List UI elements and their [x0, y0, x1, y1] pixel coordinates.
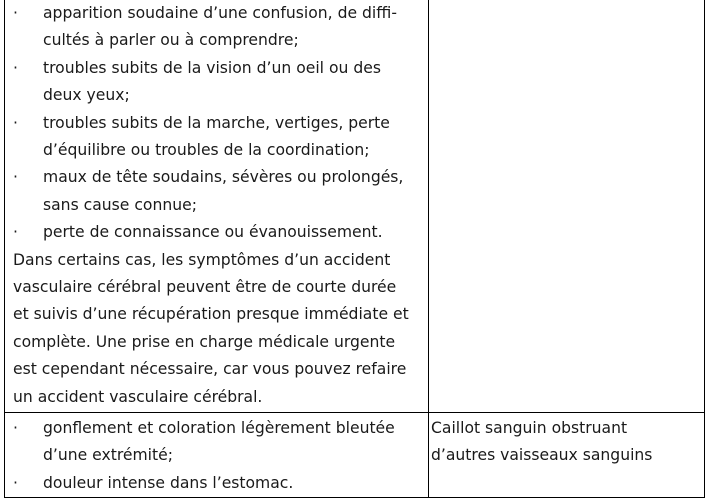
list-item-line: deux yeux;	[43, 86, 130, 105]
list-item-line: sans cause connue;	[43, 195, 197, 214]
cause-cell	[429, 0, 705, 413]
table-row	[5, 413, 705, 498]
list-item-line: troubles subits de la marche, vertiges, perte	[43, 113, 390, 132]
paragraph-line: Dans certains cas, les symptômes d’un accident	[13, 250, 391, 269]
list-item-line: douleur intense dans l’estomac.	[43, 473, 294, 492]
cause-line: d’autres vaisseaux sanguins	[431, 446, 653, 465]
list-item	[13, 219, 420, 246]
bullet-marker: ·	[13, 419, 18, 437]
list-item-line: gonflement et coloration légèrement bleutée	[43, 419, 395, 437]
table-row	[5, 0, 705, 413]
list-item	[13, 470, 420, 497]
paragraph-line: complète. Une prise en charge médicale urgente	[13, 332, 396, 351]
bullet-marker: ·	[13, 473, 18, 492]
list-item-line: d’équilibre ou troubles de la coordination;	[43, 141, 370, 160]
list-item-line: maux de tête soudains, sévères ou prolongés,	[43, 168, 404, 187]
list-item-line: perte de connaissance ou évanouissement.	[43, 223, 383, 242]
list-item	[13, 415, 420, 470]
paragraph-line: et suivis d’une récupération presque immédiate et	[13, 305, 409, 324]
cause-line: Caillot sanguin obstruant	[431, 419, 628, 437]
list-item-line: d’une extrémité;	[43, 446, 173, 465]
list-item	[13, 110, 420, 165]
bullet-marker: ·	[13, 223, 18, 242]
list-item	[13, 55, 420, 110]
bullet-marker: ·	[13, 4, 18, 22]
list-item	[13, 164, 420, 219]
list-item-line: troubles subits de la vision d’un oeil ou des	[43, 58, 381, 77]
symptoms-table	[4, 0, 705, 498]
cause-cell	[429, 413, 705, 498]
paragraph-line: vasculaire cérébral peuvent être de courte durée	[13, 278, 397, 297]
bullet-marker: ·	[13, 113, 18, 132]
paragraph-line: un accident vasculaire cérébral.	[13, 387, 263, 406]
list-item	[13, 0, 420, 55]
paragraph-line: est cependant nécessaire, car vous pouvez refaire	[13, 360, 407, 379]
list-item-line: apparition soudaine d’une confusion, de diffi-	[43, 4, 397, 22]
list-item-line: cultés à parler ou à comprendre;	[43, 31, 299, 50]
bullet-marker: ·	[13, 168, 18, 187]
note-paragraph	[13, 247, 420, 411]
bullet-marker: ·	[13, 58, 18, 77]
symptoms-cell	[5, 413, 429, 498]
symptoms-cell	[5, 0, 429, 413]
